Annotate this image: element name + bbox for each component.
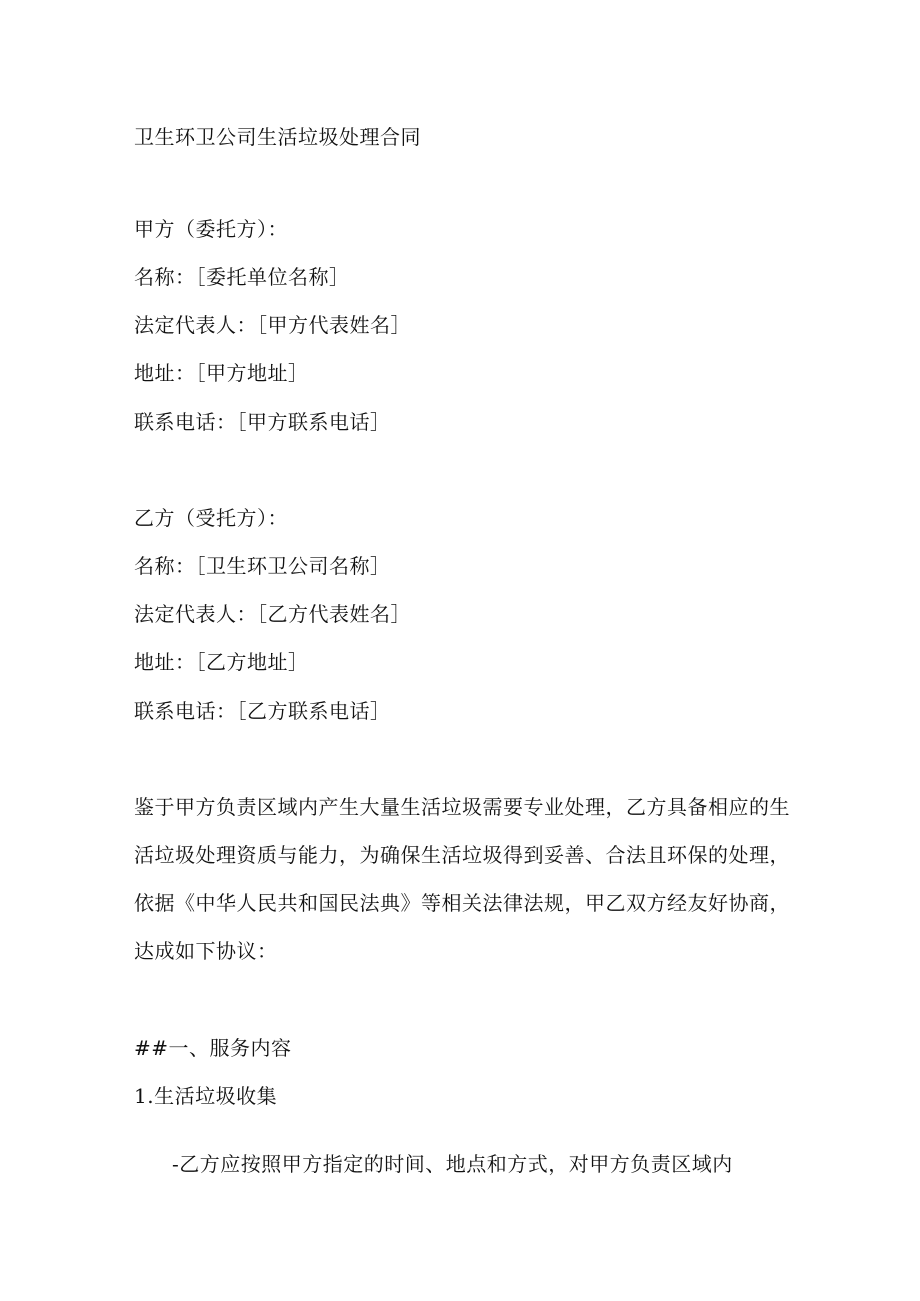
- party-b-heading: 乙方（受托方）：: [134, 506, 288, 530]
- section-item-text: -乙方应按照甲方指定的时间、地点和方式，对甲方负责区域内: [172, 1152, 733, 1176]
- preamble-line-2: 活垃圾处理资质与能力，为确保生活垃圾得到妥善、合法且环保的处理，: [134, 843, 790, 867]
- document-title: 卫生环卫公司生活垃圾处理合同: [134, 125, 421, 149]
- section-item-title: 1.生活垃圾收集: [134, 1084, 278, 1108]
- party-b-representative: 法定代表人：［乙方代表姓名］: [134, 602, 411, 626]
- party-a-name: 名称：［委托单位名称］: [134, 265, 350, 289]
- party-a-representative: 法定代表人：［甲方代表姓名］: [134, 313, 411, 337]
- party-b-phone: 联系电话：［乙方联系电话］: [134, 699, 391, 723]
- party-a-heading: 甲方（委托方）：: [134, 217, 288, 241]
- preamble-line-4: 达成如下协议：: [134, 939, 278, 963]
- preamble-line-3: 依据《中华人民共和国民法典》等相关法律法规，甲乙双方经友好协商，: [134, 891, 790, 915]
- party-a-phone: 联系电话：［甲方联系电话］: [134, 410, 391, 434]
- preamble-line-1: 鉴于甲方负责区域内产生大量生活垃圾需要专业处理，乙方具备相应的生: [134, 795, 790, 819]
- party-a-address: 地址：［甲方地址］: [134, 361, 309, 385]
- party-b-address: 地址：［乙方地址］: [134, 650, 309, 674]
- section-heading: ##一、服务内容: [134, 1036, 292, 1060]
- party-b-name: 名称：［卫生环卫公司名称］: [134, 554, 391, 578]
